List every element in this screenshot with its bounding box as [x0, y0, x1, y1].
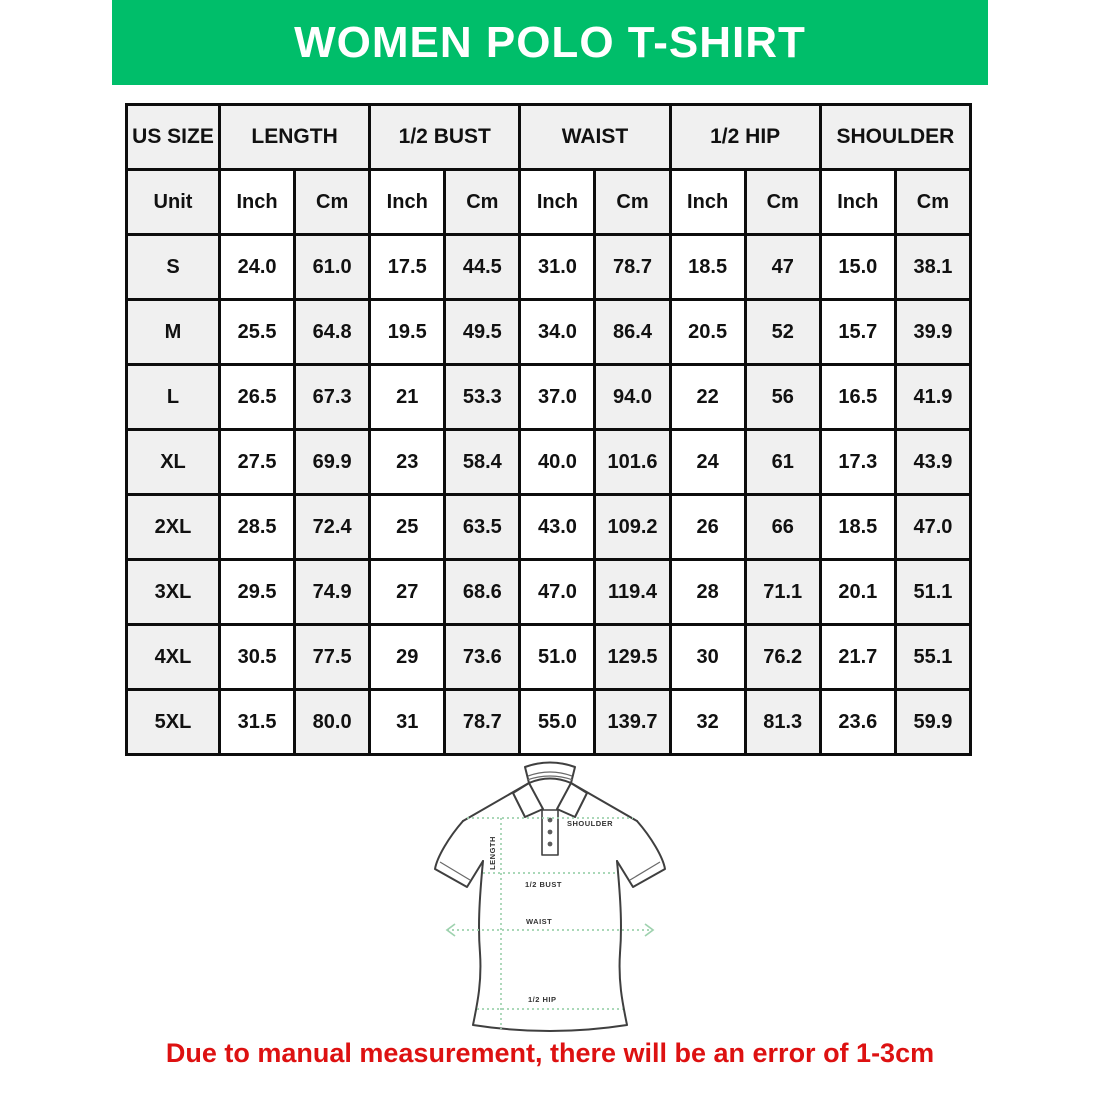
measurement-cell: 28 [670, 560, 745, 625]
table-row [127, 690, 971, 755]
measurement-cell: 64.8 [295, 300, 370, 365]
measurement-cell: 139.7 [595, 690, 670, 755]
size-cell: 3XL [127, 560, 220, 625]
measurement-cell: 26.5 [220, 365, 295, 430]
size-cell: M [127, 300, 220, 365]
measurement-cell: 59.9 [895, 690, 970, 755]
measurement-cell: 55.0 [520, 690, 595, 755]
table-body [127, 170, 971, 755]
measurement-cell: 51.1 [895, 560, 970, 625]
unit-cell: Inch [820, 170, 895, 235]
button-icon [548, 842, 553, 847]
column-header: 1/2 HIP [670, 105, 820, 170]
measurement-cell: 31.0 [520, 235, 595, 300]
measurement-cell: 81.3 [745, 690, 820, 755]
measurement-cell: 47 [745, 235, 820, 300]
table-head [127, 105, 971, 170]
measurement-cell: 41.9 [895, 365, 970, 430]
right-cuff-line [630, 862, 660, 880]
measurement-cell: 53.3 [445, 365, 520, 430]
table-row [127, 430, 971, 495]
title-banner [112, 0, 988, 85]
measurement-cell: 61.0 [295, 235, 370, 300]
size-cell: 4XL [127, 625, 220, 690]
page-title: WOMEN POLO T-SHIRT [294, 17, 806, 67]
measurement-cell: 32 [670, 690, 745, 755]
measurement-cell: 61 [745, 430, 820, 495]
measurement-cell: 27.5 [220, 430, 295, 495]
measurement-cell: 109.2 [595, 495, 670, 560]
measurement-cell: 43.0 [520, 495, 595, 560]
measurement-cell: 18.5 [820, 495, 895, 560]
measurement-cell: 25 [370, 495, 445, 560]
measurement-cell: 37.0 [520, 365, 595, 430]
measurement-cell: 16.5 [820, 365, 895, 430]
column-header: SHOULDER [820, 105, 970, 170]
measurement-cell: 29 [370, 625, 445, 690]
unit-header-cell: Unit [127, 170, 220, 235]
column-header: 1/2 BUST [370, 105, 520, 170]
measurement-cell: 67.3 [295, 365, 370, 430]
collar-right-flap [557, 783, 587, 817]
shirt-details [440, 772, 660, 880]
shirt-outline [435, 763, 665, 1032]
measurement-cell: 78.7 [595, 235, 670, 300]
measurement-cell: 66 [745, 495, 820, 560]
unit-cell: Inch [220, 170, 295, 235]
unit-cell: Cm [595, 170, 670, 235]
measurement-cell: 30 [670, 625, 745, 690]
measurement-cell: 71.1 [745, 560, 820, 625]
unit-cell: Inch [520, 170, 595, 235]
measurement-cell: 77.5 [295, 625, 370, 690]
measurement-cell: 58.4 [445, 430, 520, 495]
measurement-cell: 78.7 [445, 690, 520, 755]
measurement-cell: 74.9 [295, 560, 370, 625]
left-sleeve [435, 821, 483, 887]
column-header: LENGTH [220, 105, 370, 170]
measurement-cell: 51.0 [520, 625, 595, 690]
right-sleeve [617, 821, 665, 887]
measurement-cell: 47.0 [520, 560, 595, 625]
table-row [127, 235, 971, 300]
measurement-cell: 28.5 [220, 495, 295, 560]
measurement-cell: 72.4 [295, 495, 370, 560]
measurement-cell: 20.5 [670, 300, 745, 365]
unit-cell: Cm [295, 170, 370, 235]
shoulder-label: SHOULDER [567, 819, 614, 828]
measurement-cell: 26 [670, 495, 745, 560]
measurement-cell: 19.5 [370, 300, 445, 365]
measurement-cell: 27 [370, 560, 445, 625]
hip-label: 1/2 HIP [528, 995, 557, 1004]
size-cell: S [127, 235, 220, 300]
waist-label: WAIST [526, 917, 553, 926]
column-header: US SIZE [127, 105, 220, 170]
measurement-cell: 30.5 [220, 625, 295, 690]
measurement-cell: 31 [370, 690, 445, 755]
measurement-cell: 68.6 [445, 560, 520, 625]
measurement-cell: 52 [745, 300, 820, 365]
measurement-cell: 49.5 [445, 300, 520, 365]
measurement-cell: 69.9 [295, 430, 370, 495]
measurement-cell: 39.9 [895, 300, 970, 365]
measurement-cell: 73.6 [445, 625, 520, 690]
measurement-cell: 56 [745, 365, 820, 430]
measurement-cell: 47.0 [895, 495, 970, 560]
table-header-row [127, 105, 971, 170]
measurement-cell: 23 [370, 430, 445, 495]
table-row [127, 495, 971, 560]
measurement-cell: 119.4 [595, 560, 670, 625]
measurement-cell: 38.1 [895, 235, 970, 300]
table-row [127, 300, 971, 365]
unit-cell: Cm [895, 170, 970, 235]
measurement-cell: 101.6 [595, 430, 670, 495]
unit-cell: Inch [370, 170, 445, 235]
size-cell: 2XL [127, 495, 220, 560]
collar-band [525, 763, 575, 784]
measurement-cell: 44.5 [445, 235, 520, 300]
measurement-cell: 21 [370, 365, 445, 430]
measurement-cell: 17.3 [820, 430, 895, 495]
measurement-cell: 34.0 [520, 300, 595, 365]
unit-cell: Cm [745, 170, 820, 235]
measurement-cell: 20.1 [820, 560, 895, 625]
measurement-cell: 15.0 [820, 235, 895, 300]
measurement-note: Due to manual measurement, there will be an error of 1-3cm [165, 1038, 935, 1068]
measurement-cell: 43.9 [895, 430, 970, 495]
measurement-cell: 29.5 [220, 560, 295, 625]
button-icon [548, 830, 553, 835]
measurement-cell: 18.5 [670, 235, 745, 300]
unit-cell: Cm [445, 170, 520, 235]
size-cell: XL [127, 430, 220, 495]
collar-left-flap [513, 783, 543, 817]
unit-cell: Inch [670, 170, 745, 235]
measurement-cell: 24.0 [220, 235, 295, 300]
placket-buttons [548, 818, 553, 847]
left-cuff-line [440, 862, 470, 880]
polo-shirt-diagram [425, 753, 675, 1053]
table-row [127, 625, 971, 690]
measurement-cell: 129.5 [595, 625, 670, 690]
table-row [127, 560, 971, 625]
length-label: LENGTH [488, 836, 497, 870]
measurement-cell: 63.5 [445, 495, 520, 560]
measurement-cell: 40.0 [520, 430, 595, 495]
size-cell: 5XL [127, 690, 220, 755]
measurement-cell: 76.2 [745, 625, 820, 690]
unit-row [127, 170, 971, 235]
measurement-cell: 31.5 [220, 690, 295, 755]
column-header: WAIST [520, 105, 670, 170]
table-row [127, 365, 971, 430]
bust-label: 1/2 BUST [525, 880, 562, 889]
measurement-cell: 80.0 [295, 690, 370, 755]
measurement-cell: 23.6 [820, 690, 895, 755]
measurement-cell: 22 [670, 365, 745, 430]
measurement-cell: 55.1 [895, 625, 970, 690]
measurement-cell: 25.5 [220, 300, 295, 365]
measurement-cell: 15.7 [820, 300, 895, 365]
measurement-cell: 24 [670, 430, 745, 495]
measurement-cell: 86.4 [595, 300, 670, 365]
measurement-cell: 94.0 [595, 365, 670, 430]
size-cell: L [127, 365, 220, 430]
measurement-cell: 21.7 [820, 625, 895, 690]
size-chart-table [125, 103, 972, 756]
measurement-cell: 17.5 [370, 235, 445, 300]
